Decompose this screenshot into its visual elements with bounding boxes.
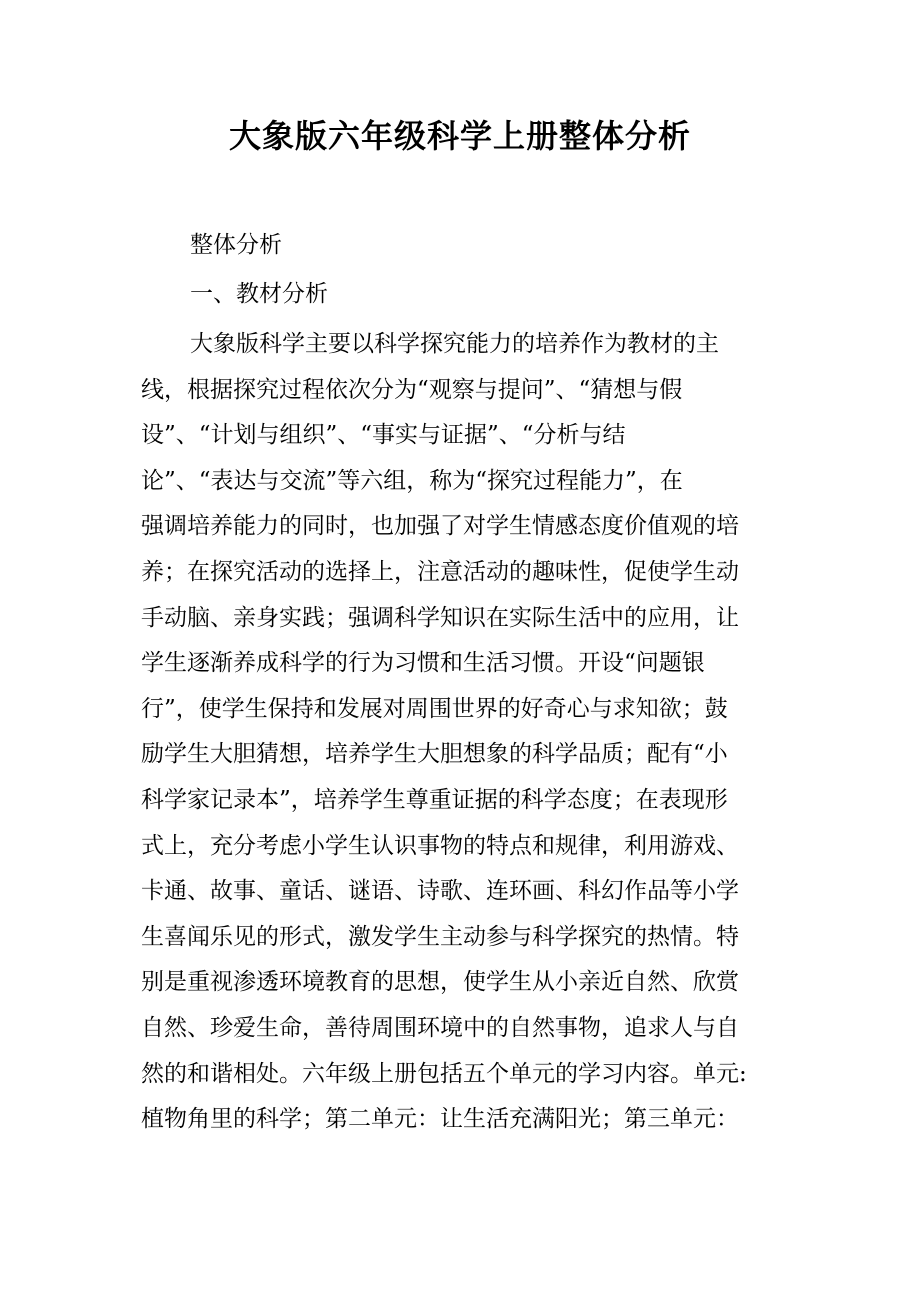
body-line: 行”，使学生保持和发展对周围世界的好奇心与求知欲；鼓 (141, 695, 728, 722)
body-line: 线，根据探究过程依次分为“观察与提问”、“猜想与假 (141, 376, 683, 403)
body-line: 植物角里的科学；第二单元：让生活充满阳光；第三单元： (141, 1106, 739, 1133)
body-line: 科学家记录本”，培养学生尊重证据的科学态度；在表现形 (141, 786, 728, 813)
overall-analysis-heading: 整体分析 (190, 232, 282, 258)
body-line: 养；在探究活动的选择上，注意活动的趣味性，促使学生动 (141, 558, 739, 585)
body-paragraph (141, 322, 781, 1143)
body-line: 手动脑、亲身实践；强调科学知识在实际生活中的应用，让 (141, 604, 739, 631)
body-line: 论”、“表达与交流”等六组，称为“探究过程能力”，在 (141, 467, 683, 494)
body-line: 强调培养能力的同时，也加强了对学生情感态度价值观的培 (141, 513, 739, 540)
body-line: 设”、“计划与组织”、“事实与证据”、“分析与结 (141, 422, 626, 449)
body-line: 励学生大胆猜想，培养学生大胆想象的科学品质；配有“小 (141, 741, 728, 768)
body-line: 大象版科学主要以科学探究能力的培养作为教材的主 (190, 331, 719, 357)
body-line: 然的和谐相处。六年级上册包括五个单元的学习内容。单元: (141, 1060, 747, 1087)
body-line: 自然、珍爱生命，善待周围环境中的自然事物，追求人与自 (141, 1014, 739, 1041)
body-line: 卡通、故事、童话、谜语、诗歌、连环画、科幻作品等小学 (141, 878, 739, 905)
body-line: 学生逐渐养成科学的行为习惯和生活习惯。开设“问题银 (141, 650, 705, 677)
document-title: 大象版六年级科学上册整体分析 (228, 117, 691, 155)
body-line: 别是重视渗透环境教育的思想，使学生从小亲近自然、欣赏 (141, 969, 739, 996)
body-line: 生喜闻乐见的形式，激发学生主动参与科学探究的热情。特 (141, 923, 739, 950)
body-line: 式上，充分考虑小学生认识事物的特点和规律，利用游戏、 (141, 832, 739, 859)
textbook-analysis-heading: 一、教材分析 (190, 281, 328, 307)
